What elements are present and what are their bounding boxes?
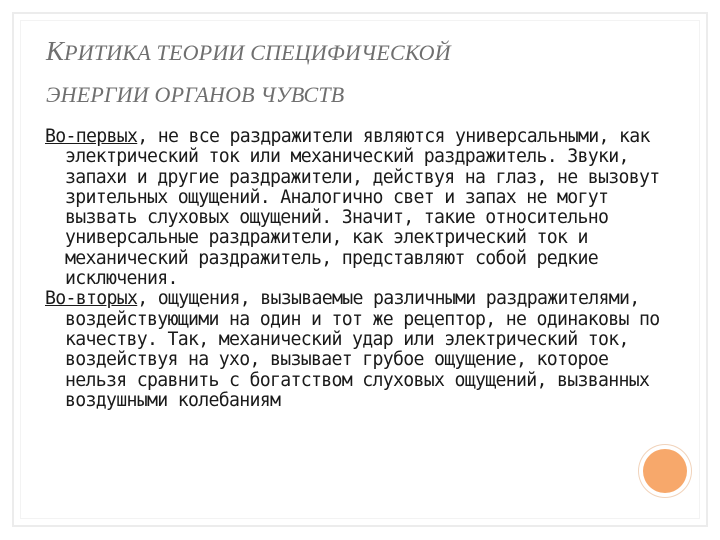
title-line-1-rest: РИТИКА ТЕОРИИ СПЕЦИФИЧЕСКОЙ — [64, 40, 451, 65]
paragraph-text: , ощущения, вызываемые различными раздражителями, воздействующими на один и тот же рецептор, не одинаковы по качеству. Так, механический удар или электрический ток, воздействуя на ухо, вызывает грубое ощущение, которое нельзя сравнить с богатством слуховых ощущений, вызванных воздушными колебаниям — [65, 288, 660, 411]
paragraph-text: , не все раздражители являются универсальными, как электрический ток или механический раздражитель. Звуки, запахи и другие раздражители, действуя на глаз, не вызовут зрительных ощущений. Аналогично свет и запах не могут вызвать слуховых ощущений. Значит, такие относительно универсальные раздражители, как электрический ток и механический раздражитель, представляют собой редкие исключения. — [65, 126, 660, 290]
slide-body — [45, 127, 665, 411]
paragraph-second — [45, 289, 665, 411]
decorative-orange-circle — [643, 449, 687, 493]
paragraph-first — [45, 127, 665, 289]
paragraph-lead: Во-первых — [45, 126, 138, 147]
title-first-letter: К — [46, 36, 65, 66]
title-line-2: ЭНЕРГИИ ОРГАНОВ ЧУВСТВ — [46, 82, 345, 107]
paragraph-lead: Во-вторых — [45, 288, 138, 310]
slide-title — [46, 30, 666, 116]
title-line-1 — [46, 30, 666, 74]
